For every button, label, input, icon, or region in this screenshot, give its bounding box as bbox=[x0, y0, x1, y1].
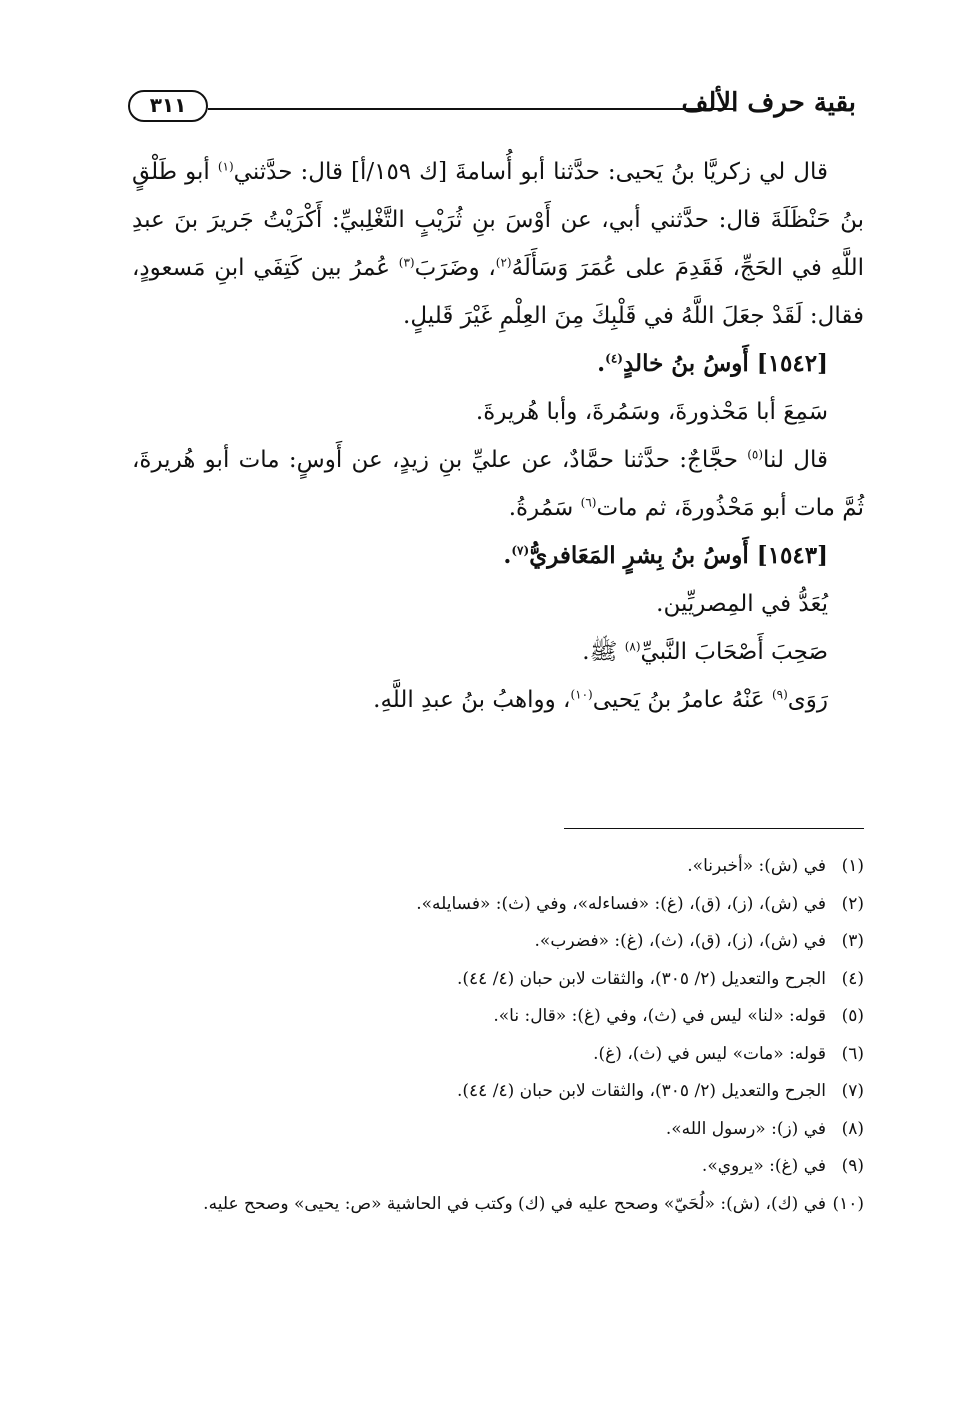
footnote-number: (٥) bbox=[841, 1006, 864, 1026]
paragraph-4: يُعَدُّ في المِصريِّين. bbox=[656, 591, 828, 617]
footnote-6 bbox=[132, 1036, 864, 1074]
footnote-number: (٨) bbox=[841, 1118, 864, 1139]
footnote-ref-8[interactable]: (٨) bbox=[624, 639, 641, 654]
footnote-text: في (غ): «يروي». bbox=[701, 1156, 826, 1176]
footnote-number: (٧) bbox=[841, 1081, 864, 1101]
footnote-ref-1[interactable]: (١) bbox=[217, 159, 234, 174]
footnote-10 bbox=[132, 1186, 864, 1224]
text-segment: ، وواهبُ بنُ عبدِ اللَّهِ. bbox=[373, 687, 571, 713]
footnote-ref-9[interactable]: (٩) bbox=[771, 687, 788, 702]
heading-text: [١٥٤٢] أَوسُ بنُ خالدٍ bbox=[622, 350, 828, 377]
main-text bbox=[132, 148, 864, 724]
footnote-ref-2[interactable]: (٢) bbox=[495, 255, 512, 270]
text-segment: حجَّاجٌ: حدَّثنا حمَّادٌ، عن عليِّ بنِ زيدٍ، عن أَوسٍ: مات أبو هُريرةَ، ثُمَّ مات أبو مَحْذُورةَ، ثم مات bbox=[132, 447, 864, 521]
page-header bbox=[128, 88, 856, 128]
text-segment: . bbox=[503, 542, 512, 569]
footnote-ref-3[interactable]: (٣) bbox=[398, 255, 415, 270]
footnote-text: في (ك)، (ش): «لُحَيّ» وصحح عليه في (ك) وكتب في الحاشية «ص: يحيى» وصحح عليه. bbox=[203, 1193, 826, 1214]
paragraph-5 bbox=[132, 628, 864, 676]
footnote-number: (١) bbox=[841, 856, 864, 876]
footnote-7 bbox=[132, 1073, 864, 1111]
running-title: بقية حرف الألف bbox=[681, 88, 856, 118]
footnote-text: قوله: «مات» ليس في (ث)، (غ). bbox=[593, 1043, 826, 1064]
heading-text: [١٥٤٣] أَوسُ بنُ بِشرٍ المَعَافريُّ bbox=[529, 542, 828, 569]
footnote-number: (٩) bbox=[841, 1156, 864, 1176]
footnote-4 bbox=[132, 961, 864, 999]
text-segment: . bbox=[597, 350, 606, 377]
footnotes bbox=[132, 848, 864, 1223]
footnote-3 bbox=[132, 923, 864, 961]
paragraph-1 bbox=[132, 148, 864, 340]
text-segment: قال لي زكريَّا بنُ يَحيى: حدَّثنا أبو أُسامةَ [ك ١٥٩/أ] قال: حدَّثني bbox=[233, 159, 828, 185]
page-number: ٣١١ bbox=[128, 90, 208, 122]
footnote-2 bbox=[132, 886, 864, 924]
footnote-ref-5[interactable]: (٥) bbox=[747, 447, 764, 462]
footnote-ref-10[interactable]: (١٠) bbox=[570, 687, 593, 702]
text-segment: أبو طَلْقٍ بنُ حَنْظَلَةَ قال: حدَّثني أبي، عن أَوْسَ بنِ ثُرَيْبٍ التَّغْلِبيِّ: أَكْرَيْتُ جَريرَ بنَ عبدِ اللَّهِ في الحَجِّ، فَقَدِمَ على عُمَرَ وَسَأَلَهُ bbox=[132, 159, 864, 281]
paragraph-2: سَمِعَ أبا مَحْذورةَ، وسَمُرةَ، وأبا هُريرةَ. bbox=[475, 399, 828, 425]
text-segment: قال لنا bbox=[763, 447, 828, 473]
footnote-text: في (ش)، (ز)، (ق)، (غ): «فساءله»، وفي (ث): «فسايله». bbox=[416, 893, 826, 914]
footnote-text: الجرح والتعديل (٢/ ٣٠٥)، والثقات لابن حبان (٤/ ٤٤). bbox=[457, 1081, 826, 1101]
text-segment: سَمُرةُ. bbox=[508, 495, 581, 521]
text-segment: عُمرُ بين كَتِفَي ابنِ مَسعودٍ، فقال: لَقَدْ جعَلَ اللَّهُ في قَلْبِكَ مِنَ العِلْمِ غَيْرَ قَليلٍ. bbox=[132, 255, 864, 329]
footnote-number: (٣) bbox=[841, 931, 864, 951]
footnote-ref-4[interactable]: (٤) bbox=[605, 351, 623, 366]
footnote-5 bbox=[132, 998, 864, 1036]
footnote-1 bbox=[132, 848, 864, 886]
entry-heading-1543 bbox=[132, 532, 864, 580]
paragraph-6 bbox=[132, 676, 864, 724]
footnote-text: في (ش)، (ز)، (ق)، (ث)، (غ): «فضرب». bbox=[534, 931, 826, 951]
footnote-text: قوله: «لنا» ليس في (ث)، وفي (غ): «قال: نا». bbox=[493, 1006, 826, 1026]
paragraph-3 bbox=[132, 436, 864, 532]
footnote-8 bbox=[132, 1111, 864, 1149]
text-segment: ﷺ. bbox=[582, 639, 625, 665]
text-segment: عَنْهُ عامرُ بنُ يَحيى bbox=[592, 687, 772, 713]
footnote-ref-7[interactable]: (٧) bbox=[511, 543, 530, 558]
footnote-number: (٢) bbox=[841, 893, 864, 914]
footnote-9 bbox=[132, 1148, 864, 1186]
footnote-text: في (ز): «رسول الله». bbox=[665, 1118, 826, 1139]
footnote-ref-6[interactable]: (٦) bbox=[580, 495, 597, 510]
entry-heading-1542 bbox=[132, 340, 864, 388]
footnote-text: في (ش): «أخبرنا». bbox=[687, 856, 826, 876]
text-segment: رَوَى bbox=[787, 687, 828, 713]
footnote-number: (٤) bbox=[841, 968, 864, 989]
footnote-text: الجرح والتعديل (٢/ ٣٠٥)، والثقات لابن حبان (٤/ ٤٤). bbox=[457, 968, 826, 989]
header-rule bbox=[208, 108, 736, 110]
text-segment: ، وضَرَبَ bbox=[414, 255, 496, 281]
footnote-separator bbox=[564, 828, 864, 829]
footnote-number: (٦) bbox=[841, 1043, 864, 1064]
text-segment: صَحِبَ أَصْحَابَ النَّبيِّ bbox=[640, 639, 828, 665]
footnote-number: (١٠) bbox=[832, 1193, 864, 1214]
